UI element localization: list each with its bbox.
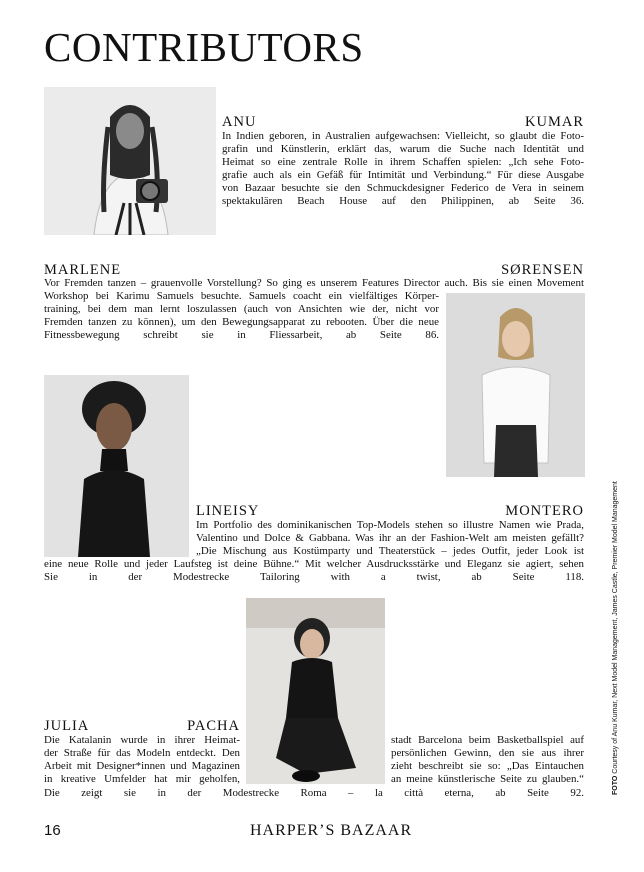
bio-line: stadt Barcelona beim Basketballspiel auf bbox=[391, 734, 584, 746]
bio-lineisy-montero-wide bbox=[44, 558, 584, 584]
magazine-name: HARPER’S BAZAAR bbox=[250, 822, 413, 839]
bio-line: spektakulären Beach House auf den Philippinen, ab Seite 36. bbox=[222, 195, 584, 208]
credit-label: FOTO bbox=[612, 775, 619, 795]
name-julia-pacha bbox=[44, 718, 240, 734]
bio-line: training, bei dem man lernt loszulassen (auch von Ansichten wie der, nicht vor bbox=[44, 303, 439, 316]
bio-line: Valentino und Dolce & Gabbana. Was ihr an der Fashion-Welt am meisten gefällt? bbox=[196, 532, 584, 545]
bio-line: Im Portfolio des dominikanischen Top-Models stehen so illustre Namen wie Prada, bbox=[196, 519, 584, 531]
bio-line: Fremden tanzen zu können), um den Bewegungsapparat zu rebooten. Über die neue bbox=[44, 316, 439, 329]
bio-lineisy-montero bbox=[196, 519, 584, 558]
bio-marlene-sorensen bbox=[44, 290, 439, 342]
bio-line: Heimat so eine zentrale Rolle in ihrem Schaffen spielen: „Ich sehe Foto- bbox=[222, 156, 584, 169]
photo-anu-kumar bbox=[44, 87, 216, 235]
first-name: MARLENE bbox=[44, 262, 122, 278]
bio-anu-kumar bbox=[222, 130, 584, 209]
bio-line: grafie auch als ein Gefäß für Intimität und Verbindung.“ Für diese Ausgabe bbox=[222, 169, 584, 182]
bio-line: persönlichen Gewinn, den sie aus ihrer bbox=[391, 747, 584, 760]
photo-lineisy-montero bbox=[44, 375, 189, 557]
bio-line: an meine künstlerische Seite zu glauben.“ bbox=[391, 773, 584, 786]
name-marlene-sorensen bbox=[44, 262, 584, 278]
portrait-image-anu-kumar bbox=[44, 87, 216, 235]
name-anu-kumar bbox=[222, 114, 584, 130]
bio-line: Fitnessbewegung schreibt sie in Fliessarbeit, ab Seite 86. bbox=[44, 329, 439, 342]
bio-julia-pacha-last bbox=[44, 787, 584, 800]
bio-line: zieht beschreibt sie so: „Das Eintauchen bbox=[391, 760, 584, 773]
bio-line: eine neue Rolle und jeder Laufsteg ist deine Bühne.“ Mit welcher Ausdrucksstärke und Eleganz sie agiert, sehen bbox=[44, 558, 584, 570]
last-name: SØRENSEN bbox=[501, 262, 584, 278]
last-name: MONTERO bbox=[505, 503, 584, 519]
bio-line: Vor Fremden tanzen – grauenvolle Vorstellung? So ging es unserem Features Director auch. Bis sie einen Movement bbox=[44, 277, 584, 289]
first-name: LINEISY bbox=[196, 503, 260, 519]
credit-text: Courtesy of Anu Kumar, Next Model Management, James Castle, Premier Model Management bbox=[612, 481, 619, 774]
bio-line: Workshop bei Karimu Samuels besuchte. Samuels coacht ein vielfältiges Körper- bbox=[44, 290, 439, 302]
last-name: KUMAR bbox=[525, 114, 584, 130]
bio-line: Die zeigt sie in der Modestrecke Roma – la città eterna, ab Seite 92. bbox=[44, 787, 584, 799]
portrait-image-lineisy-montero bbox=[44, 375, 189, 557]
photo-julia-pacha bbox=[246, 598, 385, 784]
bio-line: in kreative Umfelder hat mir geholfen, bbox=[44, 773, 240, 786]
photo-marlene-sorensen bbox=[446, 293, 585, 477]
bio-julia-pacha-right bbox=[391, 734, 584, 786]
bio-line: Arbeit mit Designer*innen und Magazinen bbox=[44, 760, 240, 773]
bio-line: Die Katalanin wurde in ihrer Heimat- bbox=[44, 734, 240, 746]
photo-credit bbox=[612, 481, 619, 795]
bio-line: In Indien geboren, in Australien aufgewachsen: Vielleicht, so glaubt die Foto- bbox=[222, 130, 584, 142]
first-name: ANU bbox=[222, 114, 257, 130]
first-name: JULIA bbox=[44, 718, 90, 734]
bio-julia-pacha-left bbox=[44, 734, 240, 786]
portrait-image-marlene-sorensen bbox=[446, 293, 585, 477]
bio-line: von Bazaar besuchte sie den Schmuckdesigner Federico de Vera in seinem bbox=[222, 182, 584, 195]
last-name: PACHA bbox=[187, 718, 240, 734]
bio-line: der Straße für das Modeln entdeckt. Den bbox=[44, 747, 240, 760]
page-title: CONTRIBUTORS bbox=[44, 24, 364, 70]
bio-line: Sie in der Modestrecke Tailoring with a twist, ab Seite 118. bbox=[44, 571, 584, 584]
name-lineisy-montero bbox=[196, 503, 584, 519]
page-number: 16 bbox=[44, 822, 61, 839]
bio-line: „Die Mischung aus Kostümparty und Theaterstück – jedes Outfit, jeder Look ist bbox=[196, 545, 584, 558]
bio-line: grafin und Künstlerin, erklärt das, warum die Suche nach Identität und bbox=[222, 143, 584, 156]
portrait-image-julia-pacha bbox=[246, 598, 385, 784]
bio-marlene-sorensen-first-line bbox=[44, 277, 584, 290]
